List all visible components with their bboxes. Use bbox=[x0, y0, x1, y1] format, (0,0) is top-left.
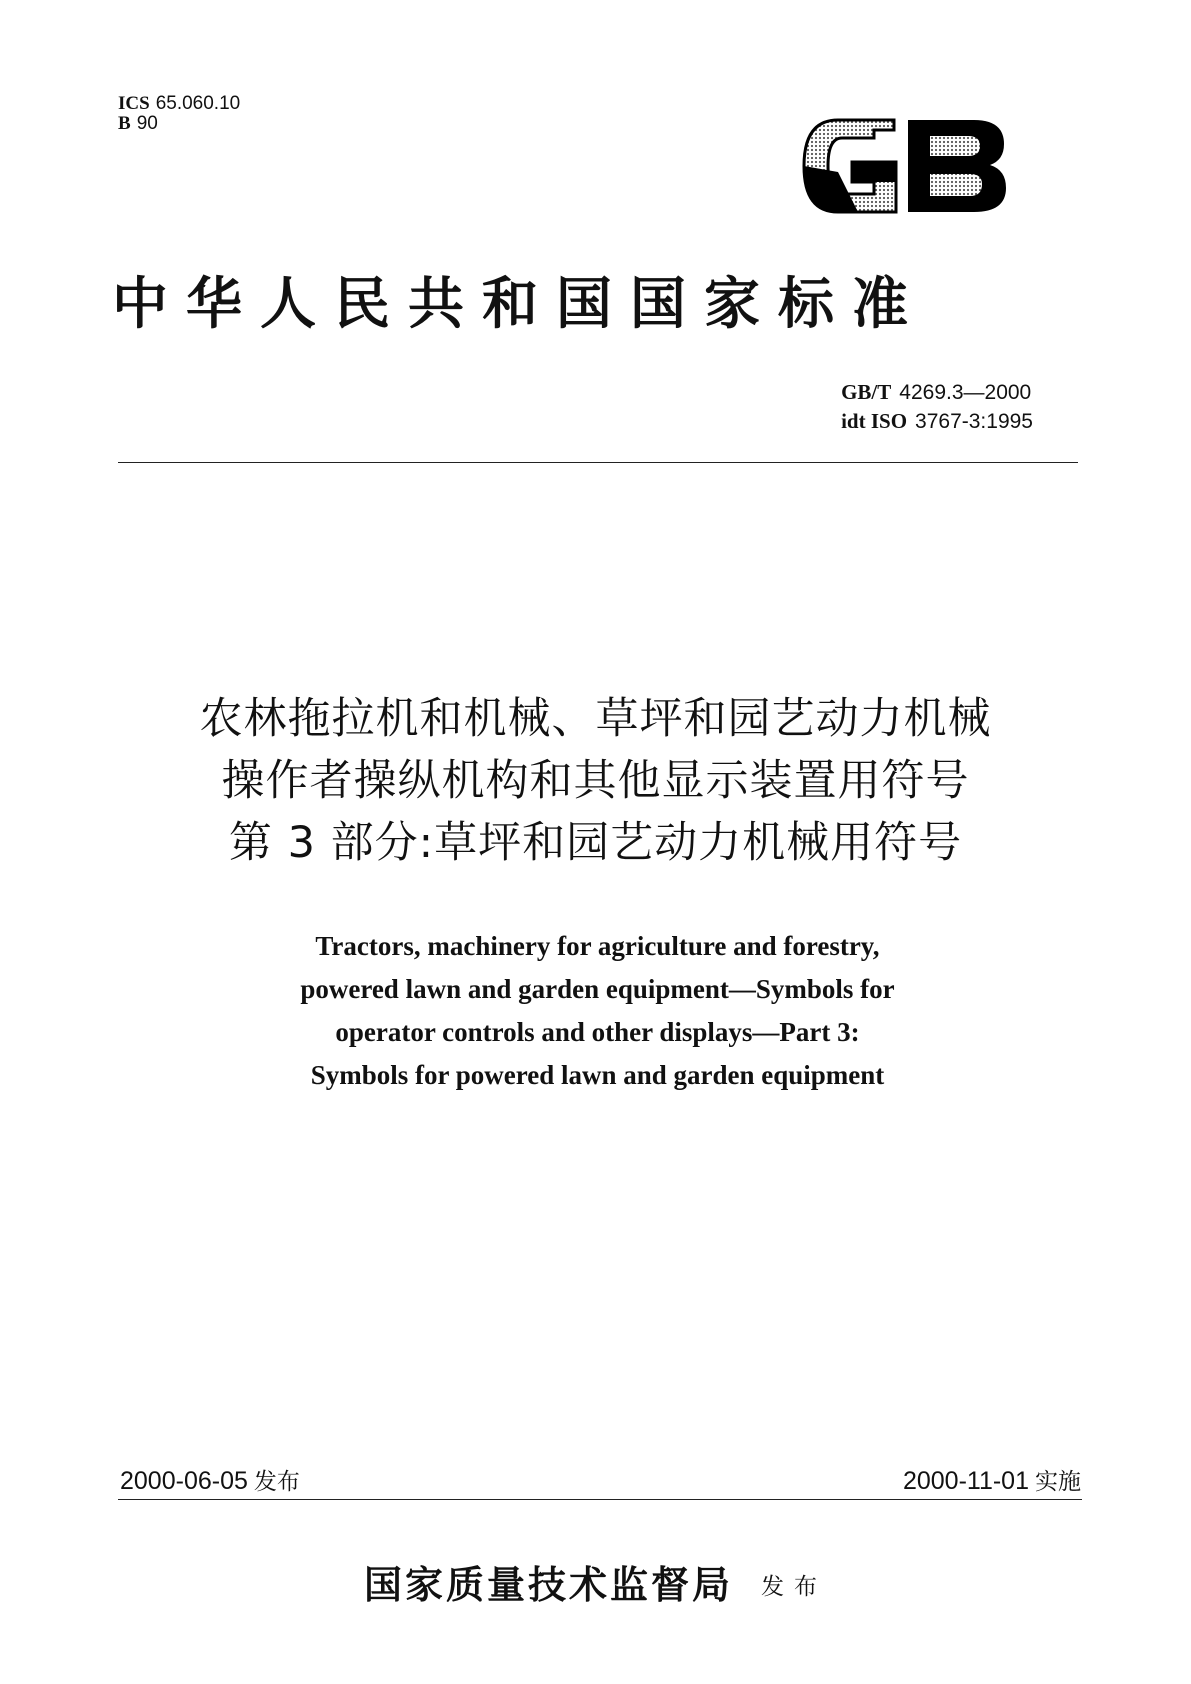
english-title-line-3: operator controls and other displays—Part 3: bbox=[335, 1017, 860, 1047]
issue-label: 发布 bbox=[253, 1469, 300, 1495]
footer-divider bbox=[118, 1499, 1082, 1500]
chinese-title-line-2: 操作者操纵机构和其他显示装置用符号 bbox=[221, 756, 970, 806]
gb-code-line bbox=[841, 378, 1033, 407]
ccs-line bbox=[118, 114, 240, 134]
ics-label: ICS bbox=[118, 93, 150, 114]
publisher-action: 发布 bbox=[761, 1574, 827, 1600]
issue-date-block bbox=[120, 1463, 300, 1496]
iso-code-line bbox=[841, 407, 1033, 436]
gb-logo-icon bbox=[798, 112, 1010, 220]
header-divider bbox=[118, 462, 1078, 463]
chinese-title-line-3: 第 3 部分:草坪和园艺动力机械用符号 bbox=[228, 818, 963, 868]
ics-value: 65.060.10 bbox=[155, 93, 241, 114]
ccs-label: B bbox=[118, 113, 131, 134]
chinese-title bbox=[80, 688, 1111, 874]
publisher-line bbox=[0, 1554, 1191, 1609]
ics-line bbox=[118, 94, 240, 114]
english-title-line-4: Symbols for powered lawn and garden equipment bbox=[310, 1060, 885, 1090]
idt-label: idt ISO bbox=[841, 409, 908, 433]
standard-codes bbox=[841, 378, 1033, 436]
implement-date-block bbox=[903, 1463, 1081, 1496]
ccs-value: 90 bbox=[136, 113, 158, 134]
gb-label: GB/T bbox=[841, 380, 892, 404]
national-standard-title: 中华人民共和国国家标准 bbox=[112, 271, 926, 337]
iso-number: 3767-3:1995 bbox=[915, 410, 1033, 433]
issue-date: 2000-06-05 bbox=[120, 1467, 248, 1495]
implement-date: 2000-11-01 bbox=[902, 1467, 1029, 1495]
english-title bbox=[180, 925, 1015, 1097]
english-title-line-2: powered lawn and garden equipment—Symbols for bbox=[300, 974, 895, 1004]
chinese-title-line-1: 农林拖拉机和机械、草坪和园艺动力机械 bbox=[199, 694, 992, 744]
publisher-name: 国家质量技术监督局 bbox=[363, 1562, 733, 1607]
english-title-line-1: Tractors, machinery for agriculture and forestry, bbox=[315, 931, 880, 961]
implement-label: 实施 bbox=[1035, 1469, 1081, 1495]
gb-number: 4269.3—2000 bbox=[899, 381, 1032, 404]
classification-block bbox=[118, 94, 240, 134]
